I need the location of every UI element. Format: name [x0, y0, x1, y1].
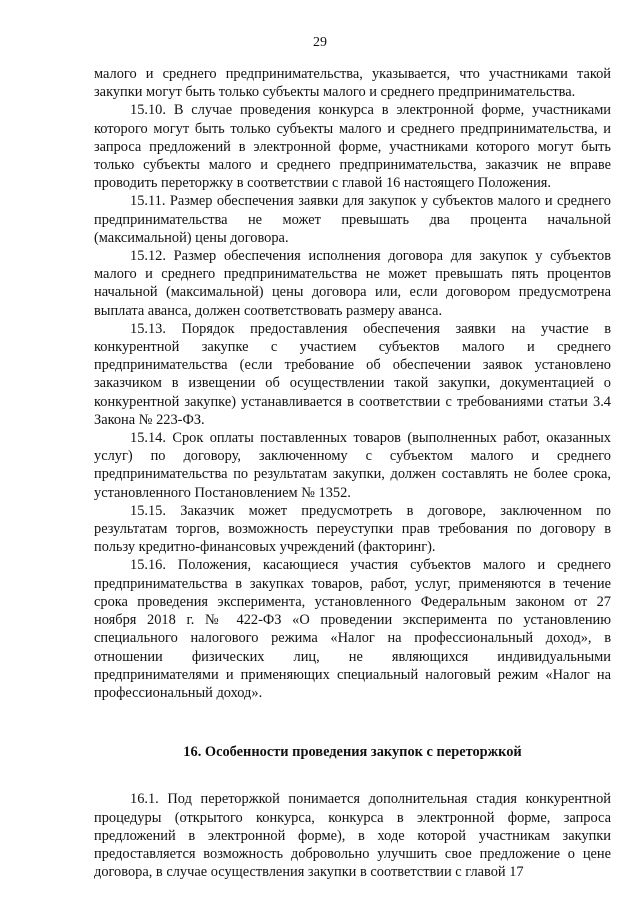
- paragraph: 15.12. Размер обеспечения исполнения договора для закупок у субъектов малого и среднего предпринимательства не может превышать пять процентов начальной (максимальной) цены договора или, если договором предусмотрена выплата аванса, должен соответствовать размеру аванса.: [94, 248, 611, 319]
- document-body: [94, 65, 611, 881]
- paragraph: 15.13. Порядок предоставления обеспечения заявки на участие в конкурентной закупке с участием субъектов малого и среднего предпринимательства (если требование об обеспечении заявок установлено заказчиком в извещении об осуществлении такой закупки, документацией о конкурентной закупке) устанавливается в соответствии с требованиями статьи 3.4 Закона № 223-ФЗ.: [94, 320, 611, 428]
- section-heading: 16. Особенности проведения закупок с переторжкой: [183, 744, 522, 761]
- paragraph: 16.1. Под переторжкой понимается дополнительная стадия конкурентной процедуры (открытого конкурса, конкурса в электронной форме, запроса предложений в электронной форме), в ходе которой участникам закупки предоставляется возможность добровольно улучшить свое предложение о цене договора, в случае осуществления закупки в соответствии с главой 17: [94, 791, 611, 881]
- section-16-paragraphs: [94, 790, 611, 881]
- section-15-paragraphs: [94, 65, 611, 702]
- paragraph: 15.15. Заказчик может предусмотреть в договоре, заключенном по результатам торгов, возможность переуступки прав требования по договору в пользу кредитно-финансовых учреждений (факторинг).: [94, 502, 611, 556]
- paragraph: 15.10. В случае проведения конкурса в электронной форме, участниками которого могут быть только субъекты малого и среднего предпринимательства, и запроса предложений в электронной форме, участниками которого могут быть только субъекты малого и среднего предпринимательства, заказчик не вправе проводить переторжку в соответствии с главой 16 настоящего Положения.: [94, 102, 611, 192]
- page-number: 29: [313, 35, 327, 50]
- paragraph: 15.11. Размер обеспечения заявки для закупок у субъектов малого и среднего предпринимательства не может превышать два процента начальной (максимальной) цены договора.: [94, 193, 611, 246]
- paragraph: 15.16. Положения, касающиеся участия субъектов малого и среднего предпринимательства в закупках товаров, работ, услуг, применяются в течение срока проведения эксперимента, установленного Федеральным законом от 27 ноября 2018 г. № 422-ФЗ «О проведении эксперимента по установлению специального налогового режима «Налог на профессиональный доход», в отношении физических лиц, не являющихся индивидуальными предпринимателями и применяющих специальный налоговый режим «Налог на профессиональный доход».: [94, 557, 611, 701]
- paragraph: малого и среднего предпринимательства, указывается, что участниками такой закупки могут быть только субъекты малого и среднего предпринимательства.: [94, 66, 611, 101]
- paragraph: 15.14. Срок оплаты поставленных товаров (выполненных работ, оказанных услуг) по договору, заключенному с субъектом малого и среднего предпринимательства по результатам закупки, должен составлять не более срока, установленного Постановлением № 1352.: [94, 430, 611, 501]
